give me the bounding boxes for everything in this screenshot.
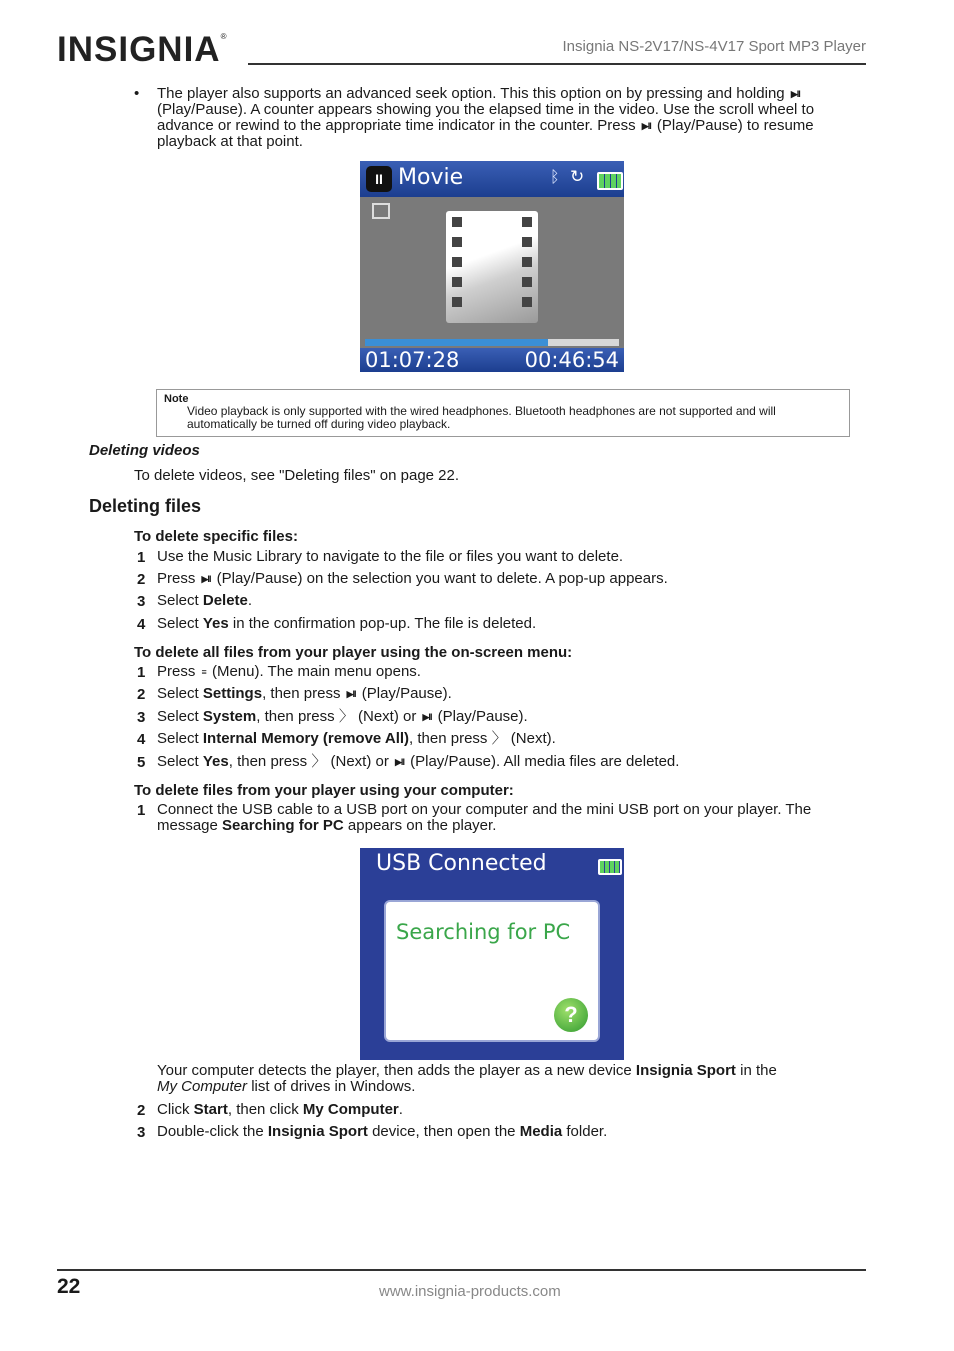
computer-heading: To delete files from your player using your computer: xyxy=(134,782,514,799)
menu-step-3: Select System, then press 〉 (Next) or ▶II (Play/Pause). xyxy=(157,708,528,725)
pause-icon: II xyxy=(366,166,392,192)
note-box xyxy=(156,389,850,437)
repeat-icon: ↻ xyxy=(570,167,585,186)
menu-step-4: Select Internal Memory (remove All), then press 〉 (Next). xyxy=(157,730,556,747)
specific-step-4: Select Yes in the confirmation pop-up. The file is deleted. xyxy=(157,615,537,632)
computer-step-2: Click Start, then click My Computer. xyxy=(157,1101,403,1118)
note-label: Note xyxy=(164,393,189,405)
bullet-line-1: The player also supports an advanced seek option. This this option on by pressing and holding ▶II xyxy=(157,85,800,102)
usb-title: USB Connected xyxy=(376,851,547,876)
footer-rule xyxy=(57,1269,866,1271)
deleting-videos-heading: Deleting videos xyxy=(89,442,200,459)
bullet-line-4: playback at that point. xyxy=(157,133,303,150)
next-icon: 〉 xyxy=(311,753,327,770)
film-icon xyxy=(372,203,390,219)
menu-icon: ≡ xyxy=(201,667,206,677)
step-number: 1 xyxy=(137,664,146,681)
bluetooth-icon: ᛒ xyxy=(550,169,560,186)
play-pause-icon: ▶II xyxy=(395,757,404,767)
specific-files-heading: To delete specific files: xyxy=(134,528,298,545)
insignia-logo: INSIGNIA® xyxy=(57,30,228,69)
computer-after-line-1: Your computer detects the player, then adds the player as a new device Insignia Sport in the xyxy=(157,1062,777,1079)
step-number: 3 xyxy=(137,1124,146,1141)
step-number: 2 xyxy=(137,1102,146,1119)
deleting-videos-text: To delete videos, see "Deleting files" on page 22. xyxy=(134,467,460,484)
specific-step-3: Select Delete. xyxy=(157,592,253,609)
movie-progress-fill xyxy=(365,339,548,346)
menu-heading: To delete all files from your player using the on-screen menu: xyxy=(134,644,573,661)
header-title: Insignia NS-2V17/NS-4V17 Sport MP3 Player xyxy=(562,38,866,55)
computer-step-3: Double-click the Insignia Sport device, then open the Media folder. xyxy=(157,1123,608,1140)
next-icon: 〉 xyxy=(491,730,507,747)
menu-step-2: Select Settings, then press ▶II (Play/Pause). xyxy=(157,685,452,702)
computer-step-1-line-2: message Searching for PC appears on the player. xyxy=(157,817,497,834)
step-number: 4 xyxy=(137,616,146,633)
step-number: 2 xyxy=(137,571,146,588)
play-pause-icon: ▶II xyxy=(790,89,800,99)
step-number: 3 xyxy=(137,709,146,726)
bullet-marker: • xyxy=(134,85,140,102)
bullet-line-2: (Play/Pause). A counter appears showing you the elapsed time in the video. Use the scroll wheel to xyxy=(157,101,815,118)
battery-icon xyxy=(598,859,622,875)
menu-step-1: Press ≡ (Menu). The main menu opens. xyxy=(157,663,421,680)
movie-screen-image xyxy=(360,161,624,372)
next-icon: 〉 xyxy=(338,708,354,725)
movie-progress-bar xyxy=(365,339,619,346)
play-pause-icon: ▶II xyxy=(422,712,432,722)
bullet-line-3: advance or rewind to the appropriate time indicator in the counter. Press ▶II (Play/Pause) to resume xyxy=(157,117,814,134)
step-number: 5 xyxy=(137,754,146,771)
step-number: 1 xyxy=(137,802,146,819)
menu-step-5: Select Yes, then press 〉 (Next) or ▶II (Play/Pause). All media files are deleted. xyxy=(157,753,680,770)
step-number: 1 xyxy=(137,549,146,566)
searching-message: Searching for PC xyxy=(396,920,571,944)
battery-icon xyxy=(597,172,623,190)
play-pause-icon: ▶II xyxy=(201,574,211,584)
movie-title: Movie xyxy=(398,165,464,190)
film-reel-icon xyxy=(446,211,538,323)
remaining-time: 00:46:54 xyxy=(524,348,619,372)
note-text: Video playback is only supported with the wired headphones. Bluetooth headphones are not supported and will automatically be turned off during video playback. xyxy=(187,404,776,431)
step-number: 4 xyxy=(137,731,146,748)
usb-screen-image xyxy=(360,848,624,1060)
specific-step-1: Use the Music Library to navigate to the file or files you want to delete. xyxy=(157,548,624,565)
step-number: 3 xyxy=(137,593,146,610)
play-pause-icon: ▶II xyxy=(346,689,356,699)
elapsed-time: 01:07:28 xyxy=(365,348,460,372)
computer-after-line-2: My Computer list of drives in Windows. xyxy=(157,1078,416,1095)
deleting-files-heading: Deleting files xyxy=(89,496,202,516)
usb-message-panel xyxy=(384,900,600,1042)
header-rule xyxy=(248,63,866,65)
page-number: 22 xyxy=(57,1275,81,1298)
film-holes-left xyxy=(452,217,462,317)
play-pause-icon: ▶II xyxy=(641,121,651,131)
footer-url[interactable]: www.insignia-products.com xyxy=(379,1283,561,1300)
specific-step-2: Press ▶II (Play/Pause) on the selection you want to delete. A pop-up appears. xyxy=(157,570,668,587)
step-number: 2 xyxy=(137,686,146,703)
computer-step-1-line-1: Connect the USB cable to a USB port on your computer and the mini USB port on your player. The xyxy=(157,801,812,818)
help-icon: ? xyxy=(554,998,588,1032)
film-holes-right xyxy=(522,217,532,317)
